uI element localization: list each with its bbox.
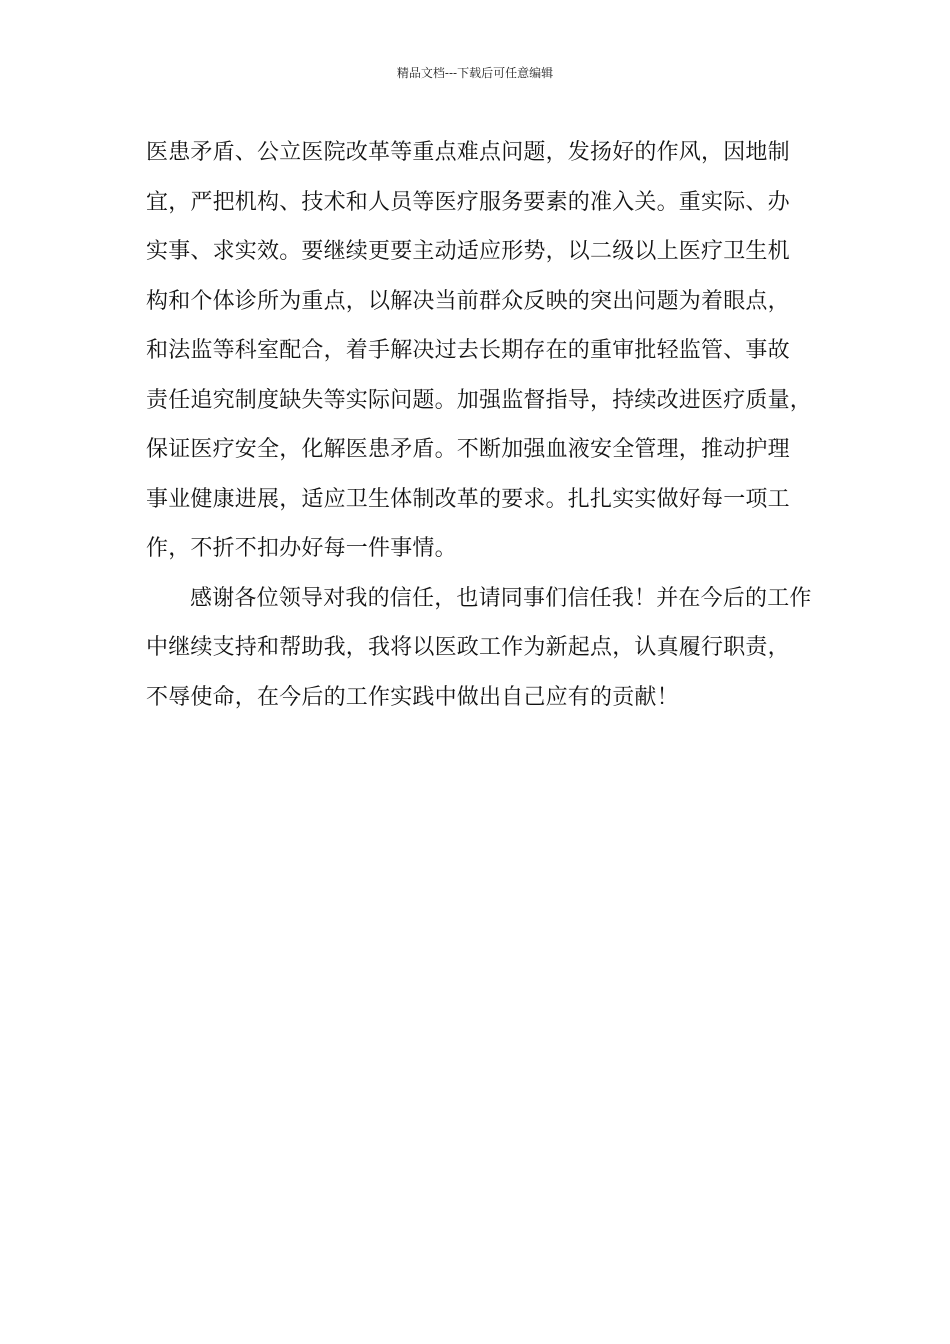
text-line: 保证医疗安全，化解医患矛盾。不断加强血液安全管理，推动护理 [146,437,790,462]
text-line: 作，不折不扣办好每一件事情。 [146,536,457,561]
text-line: 实事、求实效。要继续更要主动适应形势，以二级以上医疗卫生机 [146,239,790,264]
paragraph-closing [146,574,826,723]
text-line: 不辱使命，在今后的工作实践中做出自己应有的贡献！ [146,684,679,710]
page-header: 精品文档---下载后可任意编辑 [396,66,554,80]
text-line: 中继续支持和帮助我，我将以医政工作为新起点，认真履行职责， [146,635,790,660]
text-line: 医患矛盾、公立医院改革等重点难点问题，发扬好的作风，因地制 [146,140,790,165]
text-line: 责任追究制度缺失等实际问题。加强监督指导，持续改进医疗质量， [146,387,813,413]
text-line: 事业健康进展，适应卫生体制改革的要求。扎扎实实做好每一项工 [146,486,790,512]
document-body [146,128,826,722]
text-line: 宜，严把机构、技术和人员等医疗服务要素的准入关。重实际、办 [146,189,790,215]
text-line: 感谢各位领导对我的信任，也请同事们信任我！并在今后的工作 [190,585,812,611]
text-line: 构和个体诊所为重点，以解决当前群众反映的突出问题为着眼点， [146,288,790,314]
paragraph-continuation [146,128,826,574]
text-line: 和法监等科室配合，着手解决过去长期存在的重审批轻监管、事故 [146,338,790,363]
